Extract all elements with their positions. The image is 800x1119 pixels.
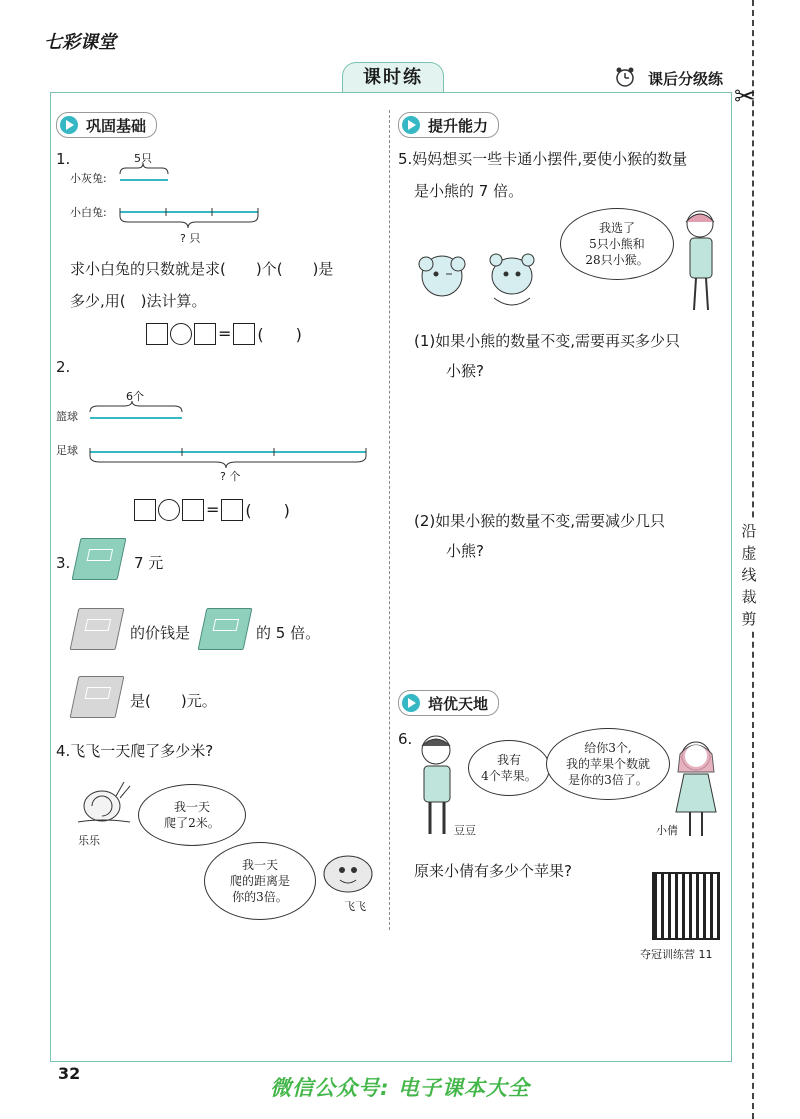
q5-text-line2: 是小熊的 7 倍。	[414, 182, 524, 200]
q5-sub1-line2: 小猴?	[446, 362, 484, 380]
q1-top-label: 5只	[134, 152, 152, 165]
page-number: 32	[58, 1064, 81, 1083]
hedgehog-name: 飞飞	[344, 900, 366, 913]
q5-sub1-line1: (1)如果小熊的数量不变,需要再买多少只	[414, 332, 681, 350]
snail-name: 乐乐	[78, 834, 100, 847]
section-advance-label: 提升能力	[428, 116, 489, 135]
operator-circle[interactable]	[158, 499, 180, 521]
section-excel	[398, 690, 499, 716]
alarm-clock-icon	[614, 66, 636, 88]
cut-note: 沿虚线裁剪	[741, 522, 757, 628]
toys-image	[412, 246, 546, 314]
play-icon	[402, 116, 420, 134]
play-icon	[60, 116, 78, 134]
q6-number: 6.	[398, 730, 413, 748]
notebook-image	[198, 608, 253, 650]
q3-line3: 是( )元。	[130, 692, 217, 710]
q3-line2-end: 的 5 倍。	[256, 624, 321, 642]
girl-speech-bubble: 给你3个, 我的苹果个数就 是你的3倍了。	[546, 728, 670, 800]
q2-row2-label: 足球	[56, 444, 78, 457]
qr-code-label: 夺冠训练营 11	[640, 948, 713, 961]
q5-sub2-line1: (2)如果小猴的数量不变,需要减少几只	[414, 512, 666, 530]
answer-box[interactable]	[146, 323, 168, 345]
section-advance	[398, 112, 499, 138]
q1-row1-label: 小灰兔:	[70, 172, 107, 185]
q1-bottom-label: ? 只	[180, 232, 201, 245]
q5-text-line1: 5.妈妈想买一些卡通小摆件,要使小猴的数量	[398, 150, 688, 168]
answer-box[interactable]	[134, 499, 156, 521]
snail-icon	[72, 778, 134, 828]
q1-text-line2: 多少,用( )法计算。	[70, 292, 207, 310]
q2-row1-label: 篮球	[56, 410, 78, 423]
section-excel-label: 培优天地	[428, 694, 489, 713]
publisher-logo: 七彩课堂	[44, 32, 116, 53]
qr-code-icon[interactable]	[652, 872, 720, 940]
book-image	[70, 608, 125, 650]
unit-paren[interactable]: ( )	[245, 501, 290, 520]
section-basic-label: 巩固基础	[86, 116, 147, 135]
hedgehog-icon	[318, 846, 378, 898]
q1-text-line1: 求小白兔的只数就是求( )个( )是	[70, 260, 334, 278]
answer-box[interactable]	[221, 499, 243, 521]
mother-speech-bubble: 我选了 5只小熊和 28只小猴。	[560, 208, 674, 280]
q2-bottom-label: ? 个	[220, 470, 241, 483]
q1-row2-label: 小白兔:	[70, 206, 107, 219]
answer-box[interactable]	[182, 499, 204, 521]
q4-question: 4.飞飞一天爬了多少米?	[56, 742, 214, 760]
column-divider	[389, 110, 390, 930]
answer-box[interactable]	[233, 323, 255, 345]
operator-circle[interactable]	[170, 323, 192, 345]
notebook-image	[72, 538, 127, 580]
section-basic	[56, 112, 157, 138]
q1-number: 1.	[56, 150, 71, 168]
q2-top-label: 6个	[126, 390, 144, 403]
q5-sub2-line2: 小熊?	[446, 542, 484, 560]
q1-diagram	[116, 160, 266, 230]
q6-question: 原来小倩有多少个苹果?	[414, 862, 572, 880]
scissors-icon: ✂	[734, 82, 756, 112]
page-title: 课时练	[342, 62, 444, 93]
page-subtitle: 课后分级练	[648, 70, 724, 88]
mother-figure	[670, 206, 726, 314]
hedgehog-speech-bubble: 我一天 爬的距离是 你的3倍。	[204, 842, 316, 920]
boy-speech-bubble: 我有 4个苹果。	[468, 740, 550, 796]
book-image	[70, 676, 125, 718]
answer-box[interactable]	[194, 323, 216, 345]
unit-paren[interactable]: ( )	[257, 325, 302, 344]
q2-diagram	[86, 398, 372, 470]
footer-watermark: 微信公众号: 电子课本大全	[270, 1076, 530, 1100]
play-icon	[402, 694, 420, 712]
q2-equation: = ( )	[134, 498, 290, 521]
girl-name: 小倩	[656, 824, 678, 837]
boy-name: 豆豆	[454, 824, 476, 837]
q3-line2-mid: 的价钱是	[130, 624, 191, 642]
q3-number: 3.	[56, 554, 71, 572]
q3-price: 7 元	[134, 554, 164, 572]
q2-number: 2.	[56, 358, 71, 376]
q1-equation: = ( )	[146, 322, 302, 345]
snail-speech-bubble: 我一天 爬了2米。	[138, 784, 246, 846]
